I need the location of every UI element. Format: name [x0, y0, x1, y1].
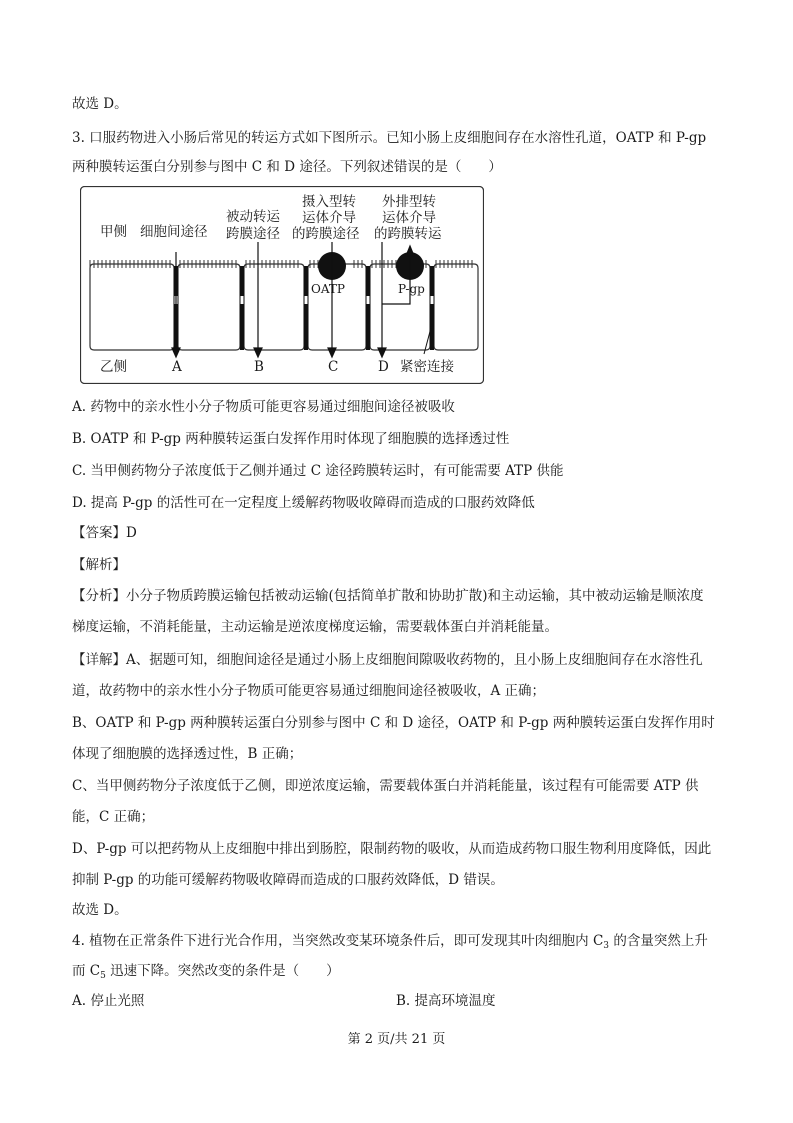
detail-b-line-1: B、OATP 和 P-gp 两种膜转运蛋白分别参与图中 C 和 D 途径，OATP 和 P-gp 两种膜转运蛋白发挥作用时 [72, 715, 715, 731]
route-3-label-1: 摄入型转 [302, 194, 356, 210]
question-3-line-2: 两种膜转运蛋白分别参与图中 C 和 D 途径。下列叙述错误的是（ ） [72, 159, 502, 175]
route-2-label-1: 被动转运 [226, 209, 280, 225]
route-4-label-1: 外排型转 [382, 194, 436, 210]
detail-d-line-1: D、P-gp 可以把药物从上皮细胞中排出到肠腔，限制药物的吸收，从而造成药物口服生物利用度降低，因此 [72, 841, 712, 857]
cell-6 [434, 264, 478, 350]
question-4-option-b: B. 提高环境温度 [396, 993, 496, 1009]
side-top-label: 甲侧 [100, 224, 127, 240]
analysis-fenxi-line-2: 梯度运输，不消耗能量，主动运输是逆浓度梯度运输，需要载体蛋白并消耗能量。 [72, 619, 558, 635]
q4-line2-text: 而 C [72, 963, 101, 979]
side-bottom-label: 乙侧 [100, 359, 127, 375]
route-3-label-2: 运体介导 [302, 210, 356, 226]
option-b: B. OATP 和 P-gp 两种膜转运蛋白发挥作用时体现了细胞膜的选择透过性 [72, 431, 510, 447]
drug-transport-diagram [80, 186, 484, 384]
route-4-label-2: 运体介导 [382, 210, 436, 226]
page-footer: 第 2 页/共 21 页 [347, 1032, 446, 1047]
cell-5 [370, 264, 430, 350]
detail-c-line-2: 能，C 正确； [72, 809, 155, 825]
tight-junctions [176, 266, 432, 350]
tight-junction-label: 紧密连接 [400, 359, 454, 375]
cell-2 [178, 264, 240, 350]
question-4-option-a: A. 停止光照 [72, 993, 145, 1009]
epithelial-cells [90, 264, 478, 350]
detail-a-line-1: 【详解】A、据题可知，细胞间途径是通过小肠上皮细胞间隙吸收药物的，且小肠上皮细胞间存在水溶性孔 [72, 652, 703, 668]
option-d: D. 提高 P-gp 的活性可在一定程度上缓解药物吸收障碍而造成的口服药效降低 [72, 495, 535, 511]
detail-a-line-2: 道，故药物中的亲水性小分子物质可能更容易通过细胞间途径被吸收，A 正确； [72, 683, 546, 699]
answer-line: 【答案】D [72, 525, 137, 541]
analysis-heading: 【解析】 [72, 557, 126, 573]
q4-line1-tail: 的含量突然上升 [609, 933, 708, 949]
route-b-letter: B [254, 359, 264, 375]
route-c-letter: C [328, 359, 339, 375]
question-4-line-2 [72, 962, 340, 980]
question-4-line-1 [72, 932, 708, 950]
detail-c-line-1: C、当甲侧药物分子浓度低于乙侧，即逆浓度运输，需要载体蛋白并消耗能量，该过程有可能需要 ATP 供 [72, 778, 699, 794]
c3-subscript: 3 [603, 941, 610, 951]
transport-arrows [172, 242, 414, 357]
analysis-fenxi-line-1: 【分析】小分子物质跨膜运输包括被动运输(包括简单扩散和协助扩散)和主动运输，其中被动运输是顺浓度 [72, 588, 704, 604]
oatp-label: OATP [311, 282, 345, 296]
conclusion-line-1: 故选 D。 [72, 96, 128, 112]
question-3-line-1: 3. 口服药物进入小肠后常见的转运方式如下图所示。已知小肠上皮细胞间存在水溶性孔道，OATP 和 P-gp [72, 130, 707, 146]
cell-1 [90, 264, 174, 350]
detail-b-line-2: 体现了细胞膜的选择透过性，B 正确； [72, 746, 303, 762]
option-c: C. 当甲侧药物分子浓度低于乙侧并通过 C 途径跨膜转运时，有可能需要 ATP 供能 [72, 463, 564, 479]
q4-line1-text: 4. 植物在正常条件下进行光合作用，当突然改变某环境条件后，即可发现其叶肉细胞内 C [72, 933, 604, 949]
detail-d-line-2: 抑制 P-gp 的功能可缓解药物吸收障碍而造成的口服药效降低，D 错误。 [72, 872, 504, 888]
route-3-label-3: 的跨膜途径 [292, 226, 360, 242]
cell-3 [244, 264, 304, 350]
route-2-label-2: 跨膜途径 [226, 226, 280, 242]
route-a-letter: A [172, 359, 182, 375]
c5-subscript: 5 [100, 971, 106, 981]
option-a: A. 药物中的亲水性小分子物质可能更容易通过细胞间途径被吸收 [72, 399, 455, 415]
q4-line2-tail: 迅速下降。突然改变的条件是（ ） [105, 963, 340, 979]
pgp-label: P-gp [398, 282, 425, 296]
conclusion-line-2: 故选 D。 [72, 902, 128, 918]
route-4-label-3: 的跨膜转运 [374, 226, 442, 242]
route-1-label: 细胞间途径 [140, 224, 208, 240]
route-d-letter: D [378, 359, 389, 375]
